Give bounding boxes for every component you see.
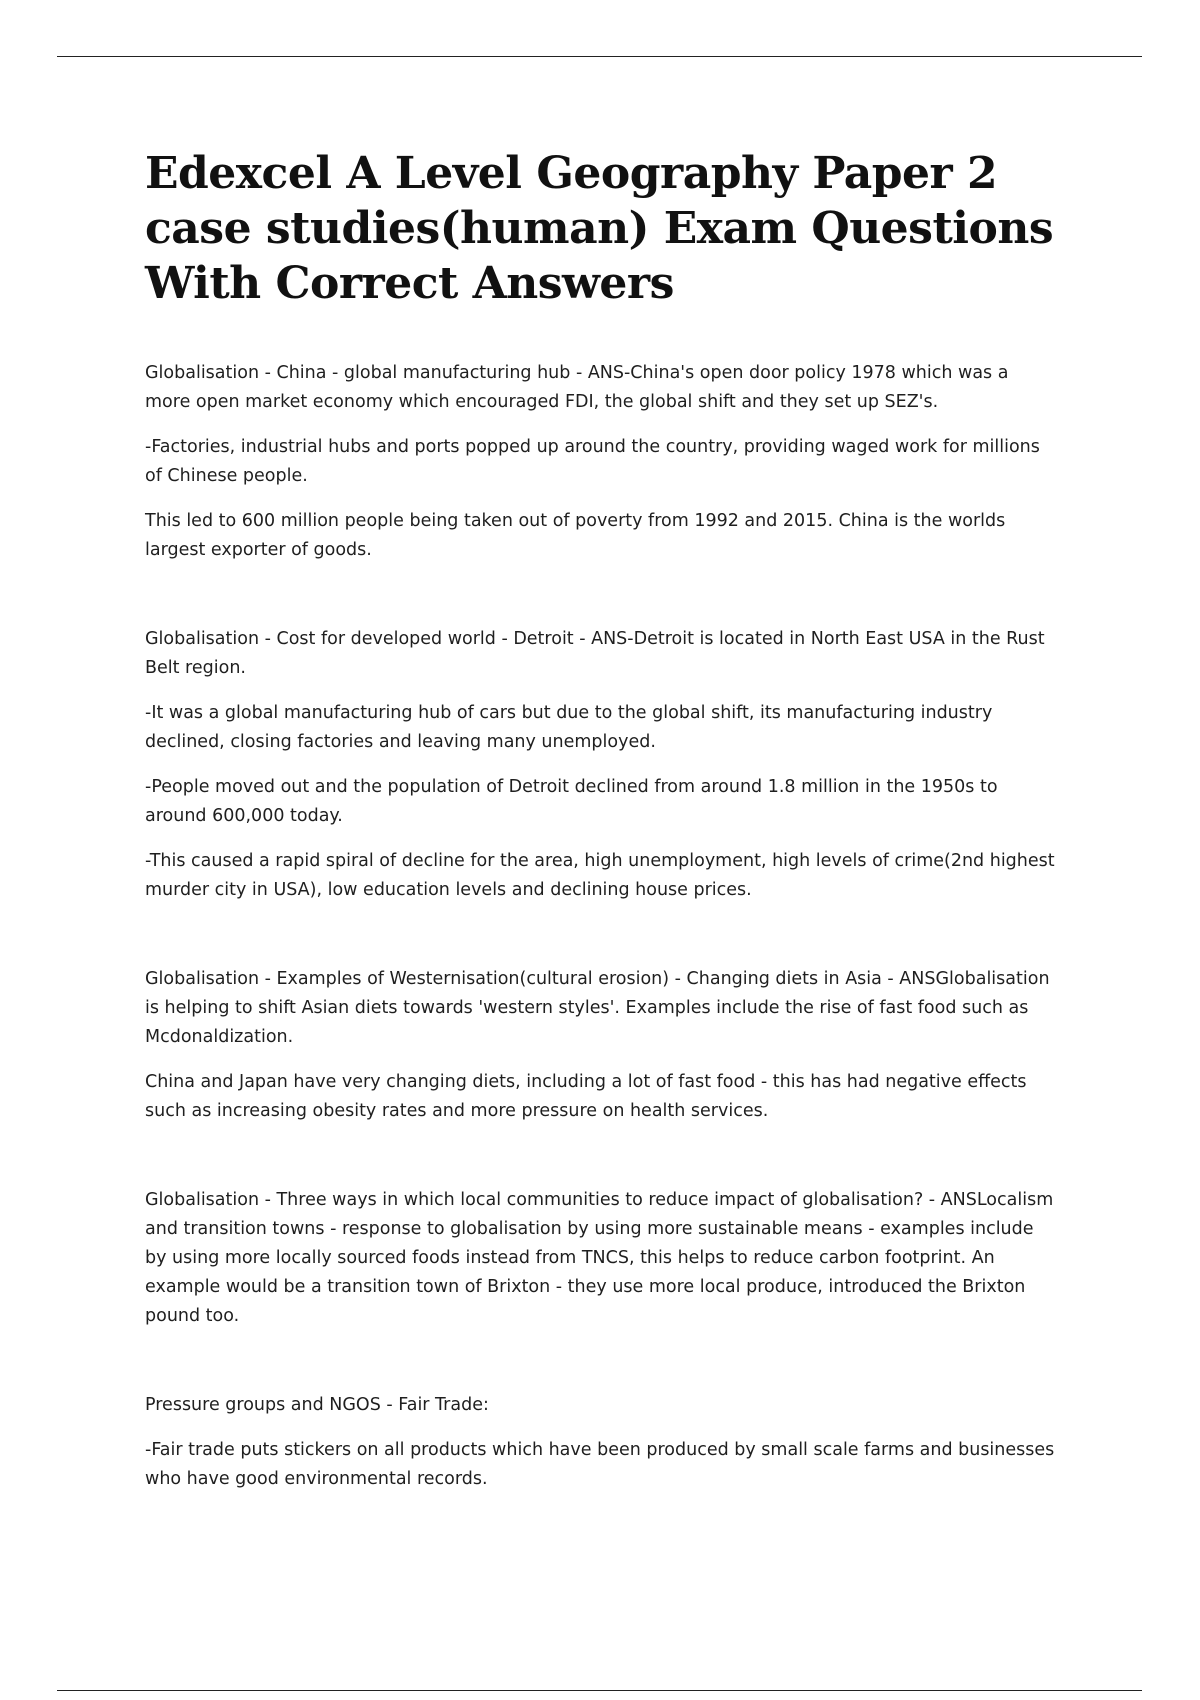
entry-paragraph: Globalisation - Three ways in which local communities to reduce impact of globalisation? - ANSLocalism and transition towns - response to globalisation by using more sustainable means - examples include by using more locally sourced foods instead from TNCS, this helps to reduce carbon footprint. An example would be a transition town of Brixton - they use more local produce, introduced the Brixton pound too. [145,1190,1054,1326]
qa-entry-westernisation [145,965,1055,1126]
entry-paragraph: Globalisation - Examples of Westernisation(cultural erosion) - Changing diets in Asia - ANSGlobalisation is helping to shift Asian diets towards 'western styles'. Examples include the rise of fast food such as Mcdonaldization. [145,969,1050,1047]
entry-paragraph: -This caused a rapid spiral of decline for the area, high unemployment, high levels of crime(2nd highest murder city in USA), low education levels and declining house prices. [145,851,1055,900]
document-title: Edexcel A Level Geography Paper 2 case studies(human) Exam Questions With Correct Answers [145,148,1054,309]
entry-paragraph: -It was a global manufacturing hub of cars but due to the global shift, its manufacturing industry declined, closing factories and leaving many unemployed. [145,703,993,752]
top-rule [57,56,1142,57]
entry-paragraph: Globalisation - Cost for developed world - Detroit - ANS-Detroit is located in North East USA in the Rust Belt region. [145,629,1045,678]
bottom-rule [57,1690,1142,1691]
document-body [145,146,1055,1554]
qa-entry-fair-trade [145,1391,1055,1494]
entry-paragraph: -Fair trade puts stickers on all products which have been produced by small scale farms and businesses who have good environmental records. [145,1440,1055,1489]
entry-paragraph: China and Japan have very changing diets, including a lot of fast food - this has had negative effects such as increasing obesity rates and more pressure on health services. [145,1072,1027,1121]
entry-paragraph: Globalisation - China - global manufacturing hub - ANS-China's open door policy 1978 which was a more open market economy which encouraged FDI, the global shift and they set up SEZ's. [145,363,1009,412]
qa-entry-localism [145,1186,1055,1331]
qa-entry-detroit [145,625,1055,905]
entry-paragraph: -Factories, industrial hubs and ports popped up around the country, providing waged work for millions of Chinese people. [145,437,1040,486]
entry-paragraph: This led to 600 million people being taken out of poverty from 1992 and 2015. China is the worlds largest exporter of goods. [145,511,1006,560]
entry-paragraph: -People moved out and the population of Detroit declined from around 1.8 million in the 1950s to around 600,000 today. [145,777,998,826]
entry-paragraph: Pressure groups and NGOS - Fair Trade: [145,1395,489,1415]
qa-entry-china [145,359,1055,565]
